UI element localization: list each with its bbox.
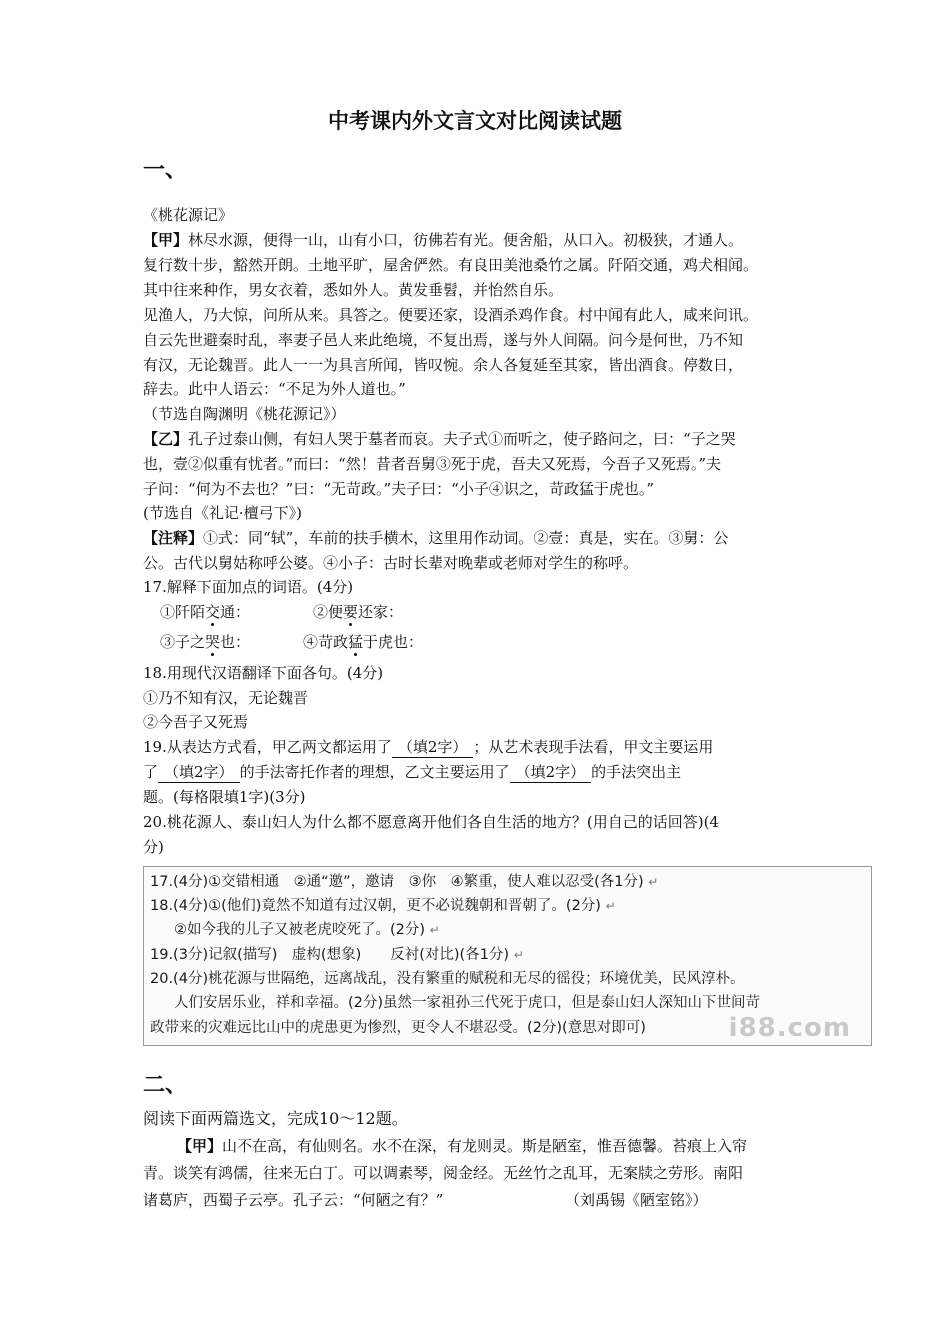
answer-line: 20.(4分)桃花源与世隔绝，远离战乱，没有繁重的赋税和无尽的徭役；环境优美，民风淳朴。 [150,971,745,987]
answer-key-image [143,866,872,1046]
answer-blank: （填2字） [510,762,592,783]
passage-jia-line: 见渔人，乃大惊，问所从来。具答之。便要还家，设酒杀鸡作食。村中闻有此人，咸来问讯。 [143,306,759,324]
question-18: 18.用现代汉语翻译下面各句。(4分) [143,664,384,682]
note-label: 【注释】 [143,529,204,547]
question-19-cont: 了 （填2字） 的手法寄托作者的理想，乙文主要运用了 （填2字） 的手法突出主 [143,763,682,781]
question-20: 20.桃花源人、泰山妇人为什么都不愿意离开他们各自生活的地方？(用自己的话回答)(4 [143,813,719,831]
dotted-word: 哭 [205,633,221,651]
jia-source: （节选自陶渊明《桃花源记》） [143,405,346,423]
source-title: 《桃花源记》 [143,206,234,224]
answer-line: ②如今我的儿子又被老虎咬死了。(2分) ↵ [174,922,440,938]
passage-jia-line: 复行数十步，豁然开朗。土地平旷，屋舍俨然。有良田美池桑竹之属。阡陌交通，鸡犬相闻。 [143,256,759,274]
answer-line: 18.(4分)①(他们)竟然不知道有过汉朝，更不必说魏朝和晋朝了。(2分) ↵ [150,898,616,914]
dotted-word: 猛 [348,633,364,651]
passage-yi-line: 【乙】孔子过泰山侧，有妇人哭于墓者而哀。夫子式①而听之，使子路问之，曰：“子之哭 [143,430,736,448]
section2-intro: 阅读下面两篇选文，完成10～12题。 [143,1109,408,1128]
yi-label: 【乙】 [143,430,189,448]
question-19-note: 题。(每格限填1字)(3分) [143,788,306,806]
passage-jia-line: 其中往来种作，男女衣着，悉如外人。黄发垂髫，并怡然自乐。 [143,281,564,299]
passage-yi-line: 也，壹②似重有忧者。”而曰：“然！昔者吾舅③死于虎，吾夫又死焉，今吾子又死焉。”夫 [143,455,722,473]
passage-2-line: 青。谈笑有鸿儒，往来无白丁。可以调素琴，阅金经。无丝竹之乱耳，无案牍之劳形。南阳 [143,1164,744,1182]
note-line: 【注释】①式：同“轼”，车前的扶手横木，这里用作动词。②壹：真是，实在。③舅：公 [143,529,729,547]
section-heading-2: 二、 [143,1073,188,1098]
passage-jia-line: 辞去。此中人语云：“不足为外人道也。” [143,380,406,398]
watermark: i88.com [728,1013,851,1043]
question-20-cont: 分) [143,838,164,856]
dotted-word: 交 [205,603,221,621]
passage-2-line: 诸葛庐，西蜀子云亭。孔子云：“何陋之有？” [143,1191,444,1209]
passage-jia-line: 【甲】林尽水源，便得一山，山有小口，彷佛若有光。便舍船，从口入。初极狭，才通人。 [143,231,744,249]
answer-line: 17.(4分)①交错相通 ②通“邀”，邀请 ③你 ④繁重，使人难以忍受(各1分) ↵ [150,874,659,890]
yi-source: (节选自《礼记·檀弓下》) [143,504,302,522]
question-19: 19.从表达方式看，甲乙两文都运用了 （填2字） ；从艺术表现手法看，甲文主要运用 [143,738,714,756]
answer-blank: （填2字） [158,762,240,783]
answer-line: 政带来的灾难远比山中的虎患更为惨烈，更令人不堪忍受。(2分)(意思对即可) [150,1020,646,1036]
q17-item-d: ④苛政猛于虎也： [303,633,424,651]
q18-sentence-a: ①乃不知有汉，无论魏晋 [143,689,309,707]
jia-label-2: 【甲】 [177,1137,223,1155]
passage-jia-line: 有汉，无论魏晋。此人一一为具言所闻，皆叹惋。余人各复延至其家，皆出酒食。停数日， [143,356,744,374]
jia-label: 【甲】 [143,231,189,249]
passage-2-source: （刘禹锡《陋室铭》） [565,1191,708,1209]
note-line: 公。古代以舅姑称呼公婆。④小子：古时长辈对晚辈或老师对学生的称呼。 [143,554,639,572]
passage-2-line: 【甲】山不在高，有仙则名。水不在深，有龙则灵。斯是陋室，惟吾德馨。苔痕上入帘 [177,1137,748,1155]
answer-line: 19.(3分)记叙(描写) 虚构(想象) 反衬(对比)(各1分) ↵ [150,947,524,963]
passage-yi-line: 子问：“何为不去也？”曰：“无苛政。”夫子曰：“小子④识之，苛政猛于虎也。” [143,480,655,498]
q17-item-c: ③子之哭也： [160,633,251,651]
q17-item-a: ①阡陌交通： [160,603,251,621]
answer-blank: （填2字） [392,737,474,758]
q17-item-b: ②便要还家： [313,603,404,621]
question-17: 17.解释下面加点的词语。(4分) [143,578,354,596]
dotted-word: 要 [343,603,359,621]
passage-jia-line: 自云先世避秦时乱，率妻子邑人来此绝境，不复出焉，遂与外人间隔。问今是何世，乃不知 [143,331,744,349]
section-heading-1: 一、 [143,158,188,183]
page-title: 中考课内外文言文对比阅读试题 [328,109,622,133]
q18-sentence-b: ②今吾子又死焉 [143,713,249,731]
answer-line: 人们安居乐业，祥和幸福。(2分)虽然一家祖孙三代死于虎口，但是泰山妇人深知山下世间苛 [174,995,761,1011]
